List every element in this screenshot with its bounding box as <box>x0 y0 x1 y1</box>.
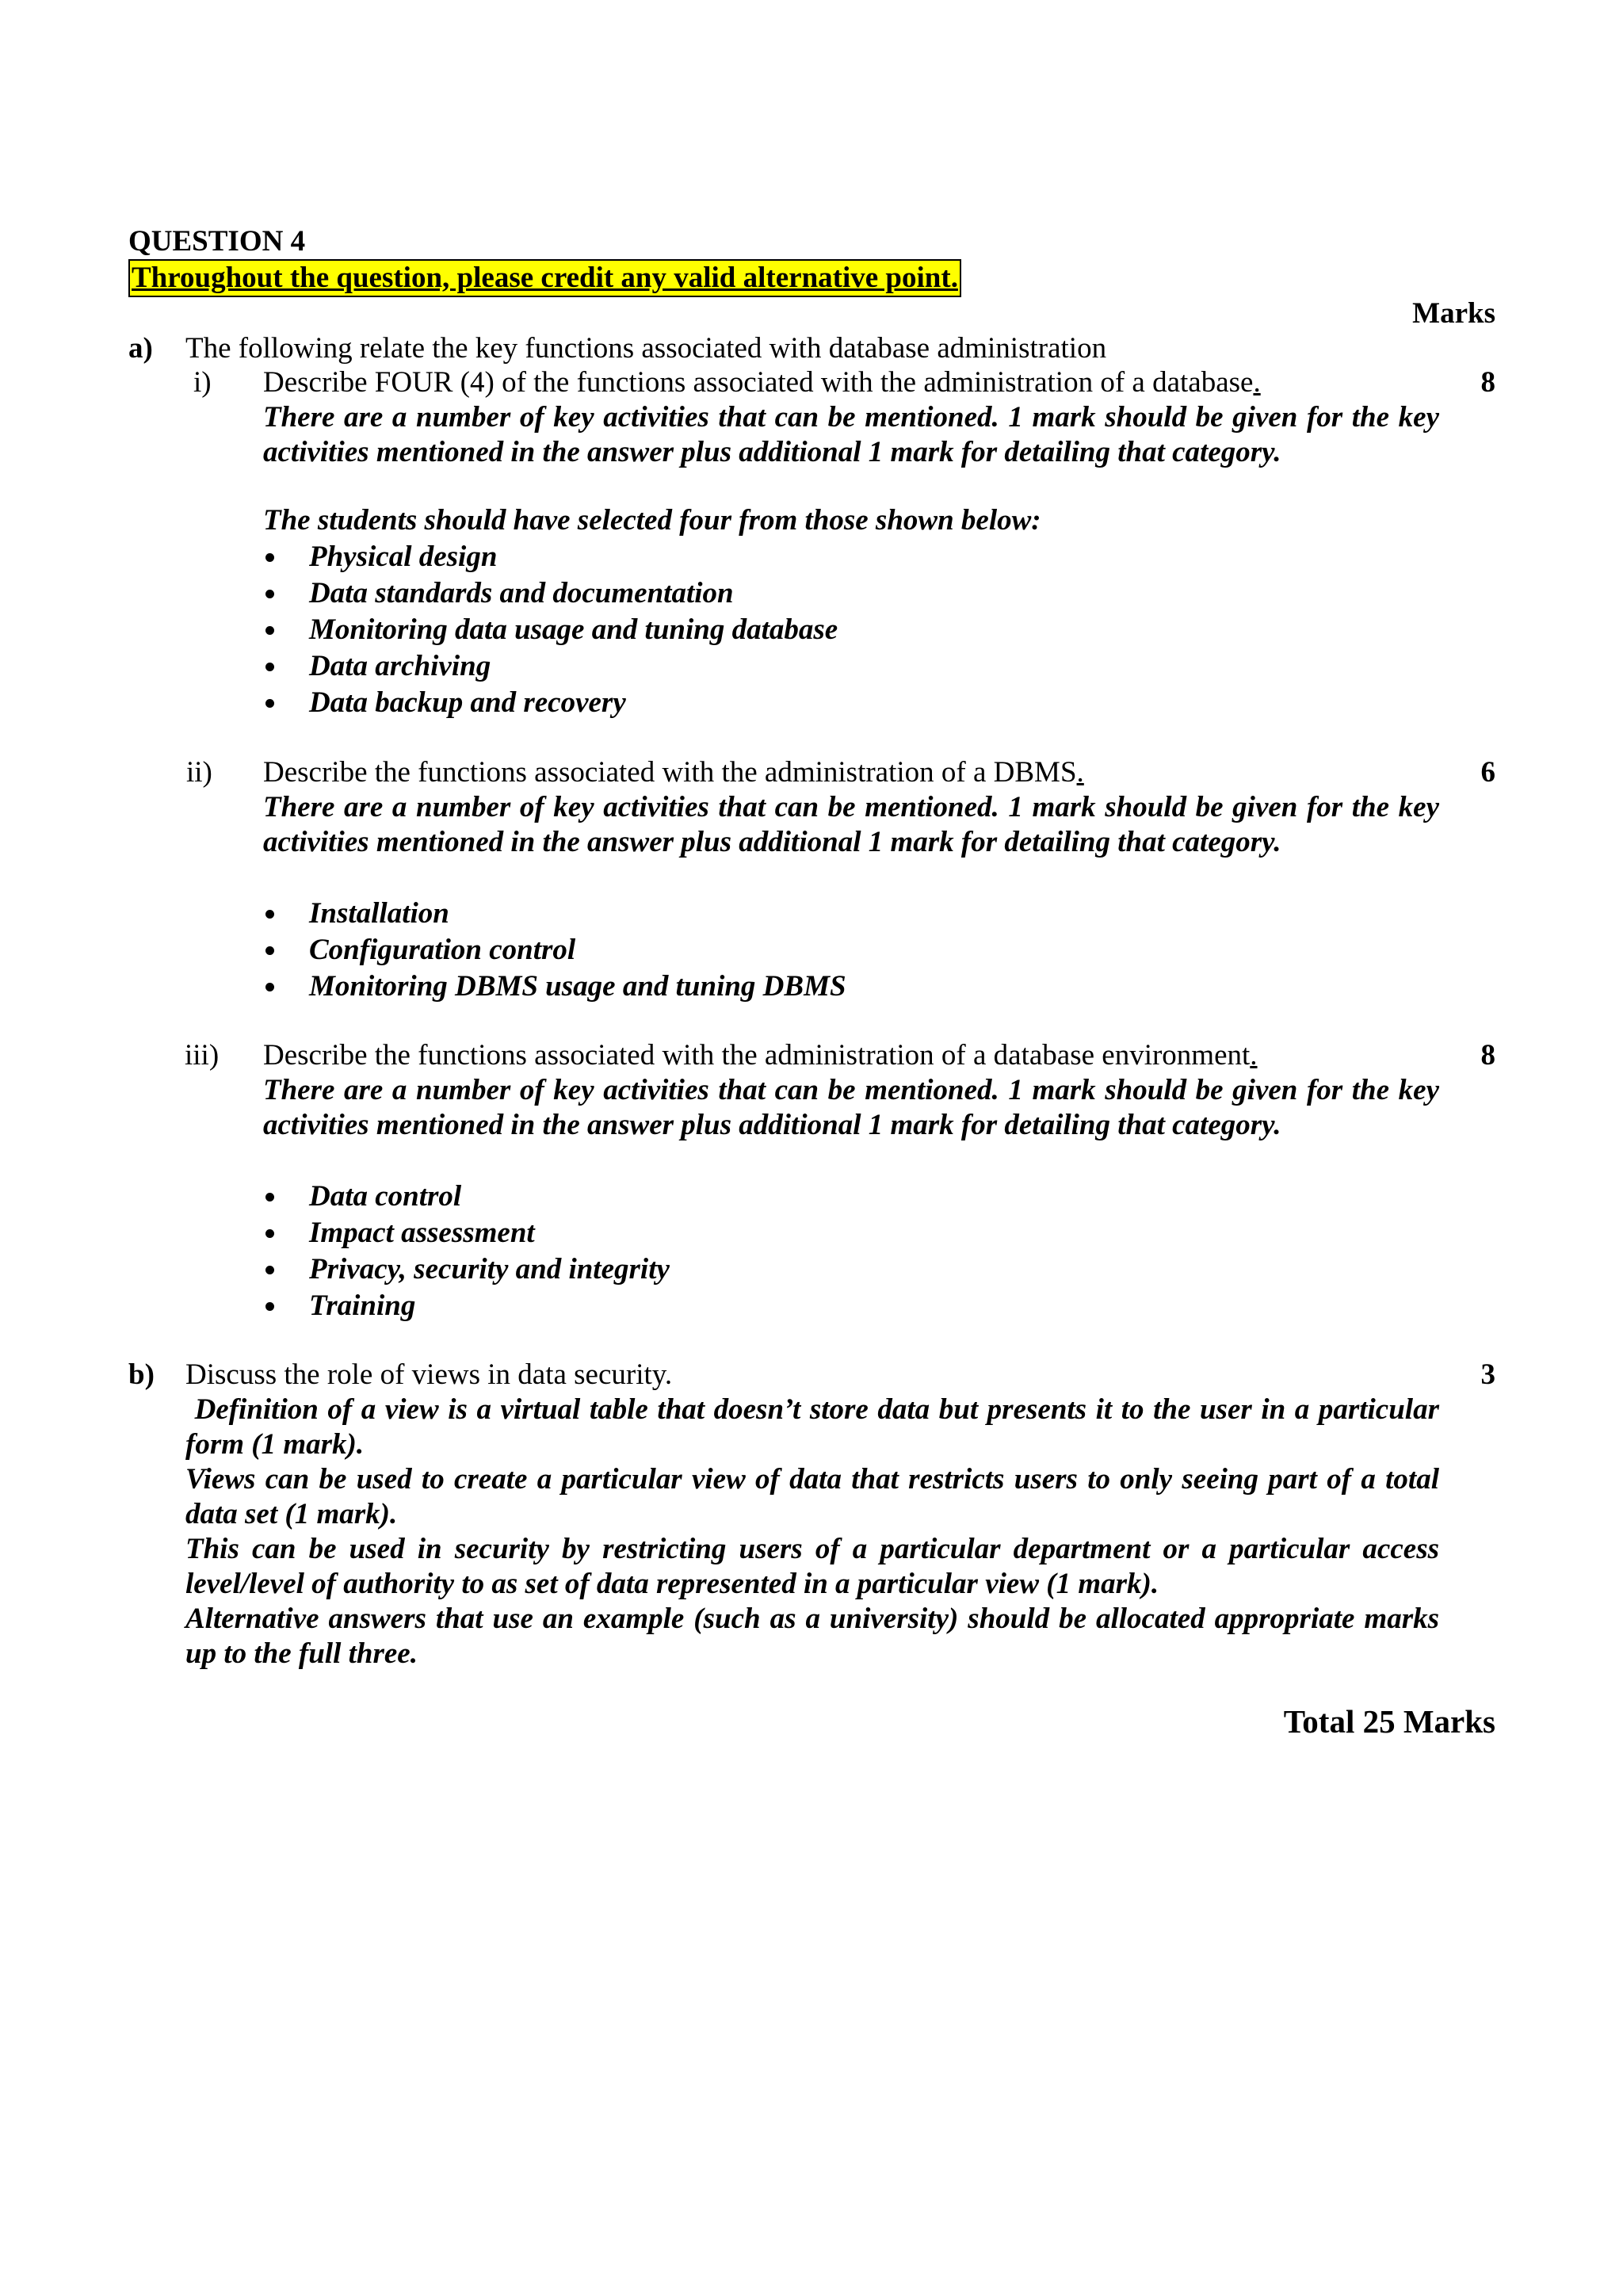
bullet-dot-icon <box>265 1302 274 1311</box>
bullet-dot-icon <box>265 983 274 991</box>
part-b-answer <box>185 1392 1439 1671</box>
bullet-dot-icon <box>265 946 274 955</box>
bullet-dot-icon <box>265 1229 274 1238</box>
sub-ii-answer-line-2: activities mentioned in the answer plus additional 1 mark for detailing that category. <box>263 826 1281 858</box>
sub-ii-period: . <box>1076 756 1084 789</box>
sub-iii-bullet-item <box>263 1251 670 1288</box>
part-b-answer-line: Alternative answers that use an example (such as a university) should be allocated appropriate marks <box>185 1603 1439 1635</box>
sub-i-question <box>263 365 1261 400</box>
sub-i-bullet-list <box>263 539 838 721</box>
sub-i-bullet-text: Monitoring data usage and tuning database <box>309 613 838 646</box>
sub-iii-bullet-item <box>263 1215 670 1251</box>
sub-iii-label: iii) <box>185 1039 220 1072</box>
sub-i-bullet-item <box>263 539 838 575</box>
bullet-dot-icon <box>265 1193 274 1201</box>
sub-i-bullet-item <box>263 685 838 721</box>
marks-heading: Marks <box>1412 297 1495 330</box>
sub-ii-bullet-text: Installation <box>309 897 449 930</box>
sub-ii-question-text: Describe the functions associated with the administration of a DBMS <box>263 756 1077 789</box>
part-b-answer-line: This can be used in security by restricting users of a particular department or a particular access <box>185 1533 1439 1565</box>
sub-ii-bullet-item <box>263 896 846 932</box>
sub-ii-bullet-list <box>263 896 846 1005</box>
part-a-label: a) <box>128 332 153 365</box>
marking-instruction: Throughout the question, please credit any valid alternative point. <box>128 259 961 297</box>
sub-i-answer-line-2: activities mentioned in the answer plus additional 1 mark for detailing that category. <box>263 436 1281 468</box>
sub-iii-answer <box>263 1073 1439 1143</box>
sub-iii-answer-line-1: There are a number of key activities that can be mentioned. 1 mark should be given for the key <box>263 1074 1439 1106</box>
bullet-dot-icon <box>265 626 274 635</box>
sub-i-period: . <box>1253 366 1261 399</box>
sub-i-bullet-item <box>263 612 838 648</box>
sub-iii-period: . <box>1250 1039 1258 1072</box>
sub-i-label: i) <box>193 366 212 399</box>
sub-ii-marks: 6 <box>1480 756 1495 789</box>
part-b-answer-line: Definition of a view is a virtual table that doesn’t store data but presents it to the user in a particular <box>185 1393 1439 1426</box>
sub-i-marks: 8 <box>1480 366 1495 399</box>
part-b-answer-line: up to the full three. <box>185 1637 418 1670</box>
sub-iii-bullet-text: Privacy, security and integrity <box>309 1253 670 1286</box>
sub-i-select-note: The students should have selected four from those shown below: <box>263 504 1041 537</box>
part-b-label: b) <box>128 1358 155 1391</box>
sub-iii-marks: 8 <box>1480 1039 1495 1072</box>
sub-iii-bullet-list <box>263 1179 670 1324</box>
total-marks: Total 25 Marks <box>1283 1703 1495 1740</box>
sub-i-bullet-text: Data standards and documentation <box>309 577 734 609</box>
bullet-dot-icon <box>265 553 274 562</box>
sub-i-bullet-item <box>263 648 838 685</box>
sub-ii-bullet-text: Configuration control <box>309 934 576 966</box>
sub-ii-bullet-text: Monitoring DBMS usage and tuning DBMS <box>309 970 846 1003</box>
sub-iii-bullet-text: Training <box>309 1289 416 1322</box>
sub-ii-bullet-item <box>263 968 846 1005</box>
sub-iii-answer-line-2: activities mentioned in the answer plus additional 1 mark for detailing that category. <box>263 1109 1281 1141</box>
sub-i-bullet-item <box>263 575 838 612</box>
bullet-dot-icon <box>265 699 274 708</box>
part-a-intro: The following relate the key functions associated with database administration <box>185 332 1107 365</box>
sub-iii-bullet-item <box>263 1179 670 1215</box>
part-b-answer-line: level/level of authority to as set of data represented in a particular view (1 mark). <box>185 1568 1159 1600</box>
part-b-question: Discuss the role of views in data security. <box>185 1358 673 1391</box>
sub-ii-bullet-item <box>263 932 846 968</box>
bullet-dot-icon <box>265 1266 274 1274</box>
sub-i-bullet-text: Data archiving <box>309 650 491 682</box>
sub-i-bullet-text: Physical design <box>309 541 498 573</box>
part-b-answer-line: Views can be used to create a particular view of data that restricts users to only seeing part of a total <box>185 1463 1439 1496</box>
sub-iii-question-text: Describe the functions associated with the administration of a database environment <box>263 1039 1251 1072</box>
bullet-dot-icon <box>265 910 274 919</box>
part-b-answer-line: data set (1 mark). <box>185 1498 398 1530</box>
sub-iii-bullet-text: Impact assessment <box>309 1217 535 1249</box>
part-b-marks: 3 <box>1480 1358 1495 1391</box>
sub-i-question-text: Describe FOUR (4) of the functions associated with the administration of a database <box>263 366 1254 399</box>
sub-i-bullet-text: Data backup and recovery <box>309 686 626 719</box>
sub-ii-answer-line-1: There are a number of key activities that can be mentioned. 1 mark should be given for the key <box>263 791 1439 823</box>
bullet-dot-icon <box>265 590 274 598</box>
sub-ii-answer <box>263 790 1439 860</box>
sub-iii-question <box>263 1038 1258 1073</box>
sub-iii-bullet-text: Data control <box>309 1180 462 1213</box>
question-title: QUESTION 4 <box>128 225 306 258</box>
sub-i-answer-line-1: There are a number of key activities that can be mentioned. 1 mark should be given for the key <box>263 401 1439 434</box>
bullet-dot-icon <box>265 663 274 671</box>
sub-ii-label: ii) <box>186 756 212 789</box>
sub-ii-question <box>263 755 1084 790</box>
sub-iii-bullet-item <box>263 1288 670 1324</box>
part-b-answer-line: form (1 mark). <box>185 1428 365 1461</box>
sub-i-answer <box>263 400 1439 470</box>
